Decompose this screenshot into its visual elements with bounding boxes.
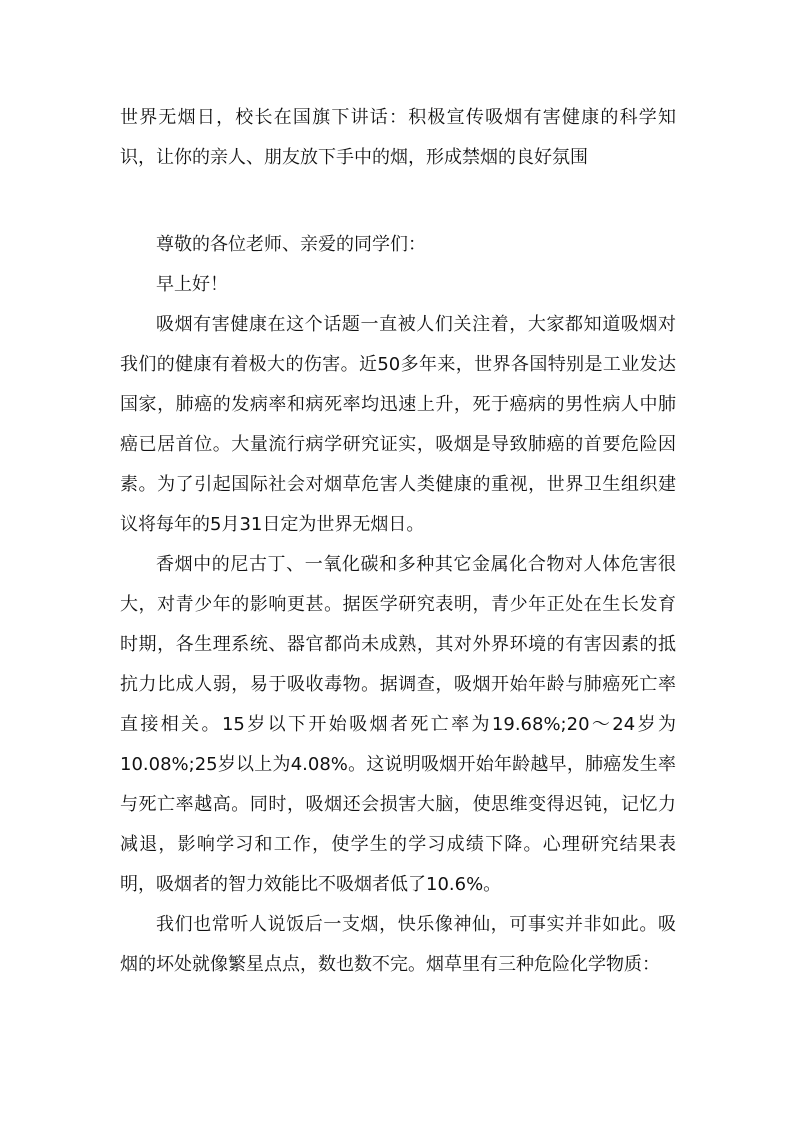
greeting: 早上好！ [156, 274, 228, 295]
salutation: 尊敬的各位老师、亲爱的同学们： [156, 234, 426, 255]
paragraph-nicotine-youth: 香烟中的尼古丁、一氧化碳和多种其它金属化合物对人体危害很大，对青少年的影响更甚。据医学研究表明，青少年正处在生长发育时期，各生理系统、器官都尚未成熟，其对外界环境的有害因素的抵抗力比成人弱，易于吸收毒物。据调查，吸烟开始年龄与肺癌死亡率直接相关。15岁以下开始吸烟者死亡率为19.68%;20～24岁为10.08%;25岁以上为4.08%。这说明吸烟开始年龄越早，肺癌发生率与死亡率越高。同时，吸烟还会损害大脑，使思维变得迟钝，记忆力减退，影响学习和工作，使学生的学习成绩下降。心理研究结果表明，吸烟者的智力效能比不吸烟者低了10.6%。 [120, 554, 676, 895]
page-title: 世界无烟日，校长在国旗下讲话：积极宣传吸烟有害健康的科学知识，让你的亲人、朋友放下手中的烟，形成禁烟的良好氛围 [120, 107, 676, 168]
paragraph-after-meal-cigarette: 我们也常听人说饭后一支烟，快乐像神仙，可事实并非如此。吸烟的坏处就像繁星点点，数也数不完。烟草里有三种危险化学物质： [120, 914, 676, 975]
document-body [120, 225, 676, 1055]
paragraph-smoking-health: 吸烟有害健康在这个话题一直被人们关注着，大家都知道吸烟对我们的健康有着极大的伤害。近50多年来，世界各国特别是工业发达国家，肺癌的发病率和病死率均迅速上升，死于癌病的男性病人中肺癌已居首位。大量流行病学研究证实，吸烟是导致肺癌的首要危险因素。为了引起国际社会对烟草危害人类健康的重视，世界卫生组织建议将每年的5月31日定为世界无烟日。 [120, 314, 676, 535]
